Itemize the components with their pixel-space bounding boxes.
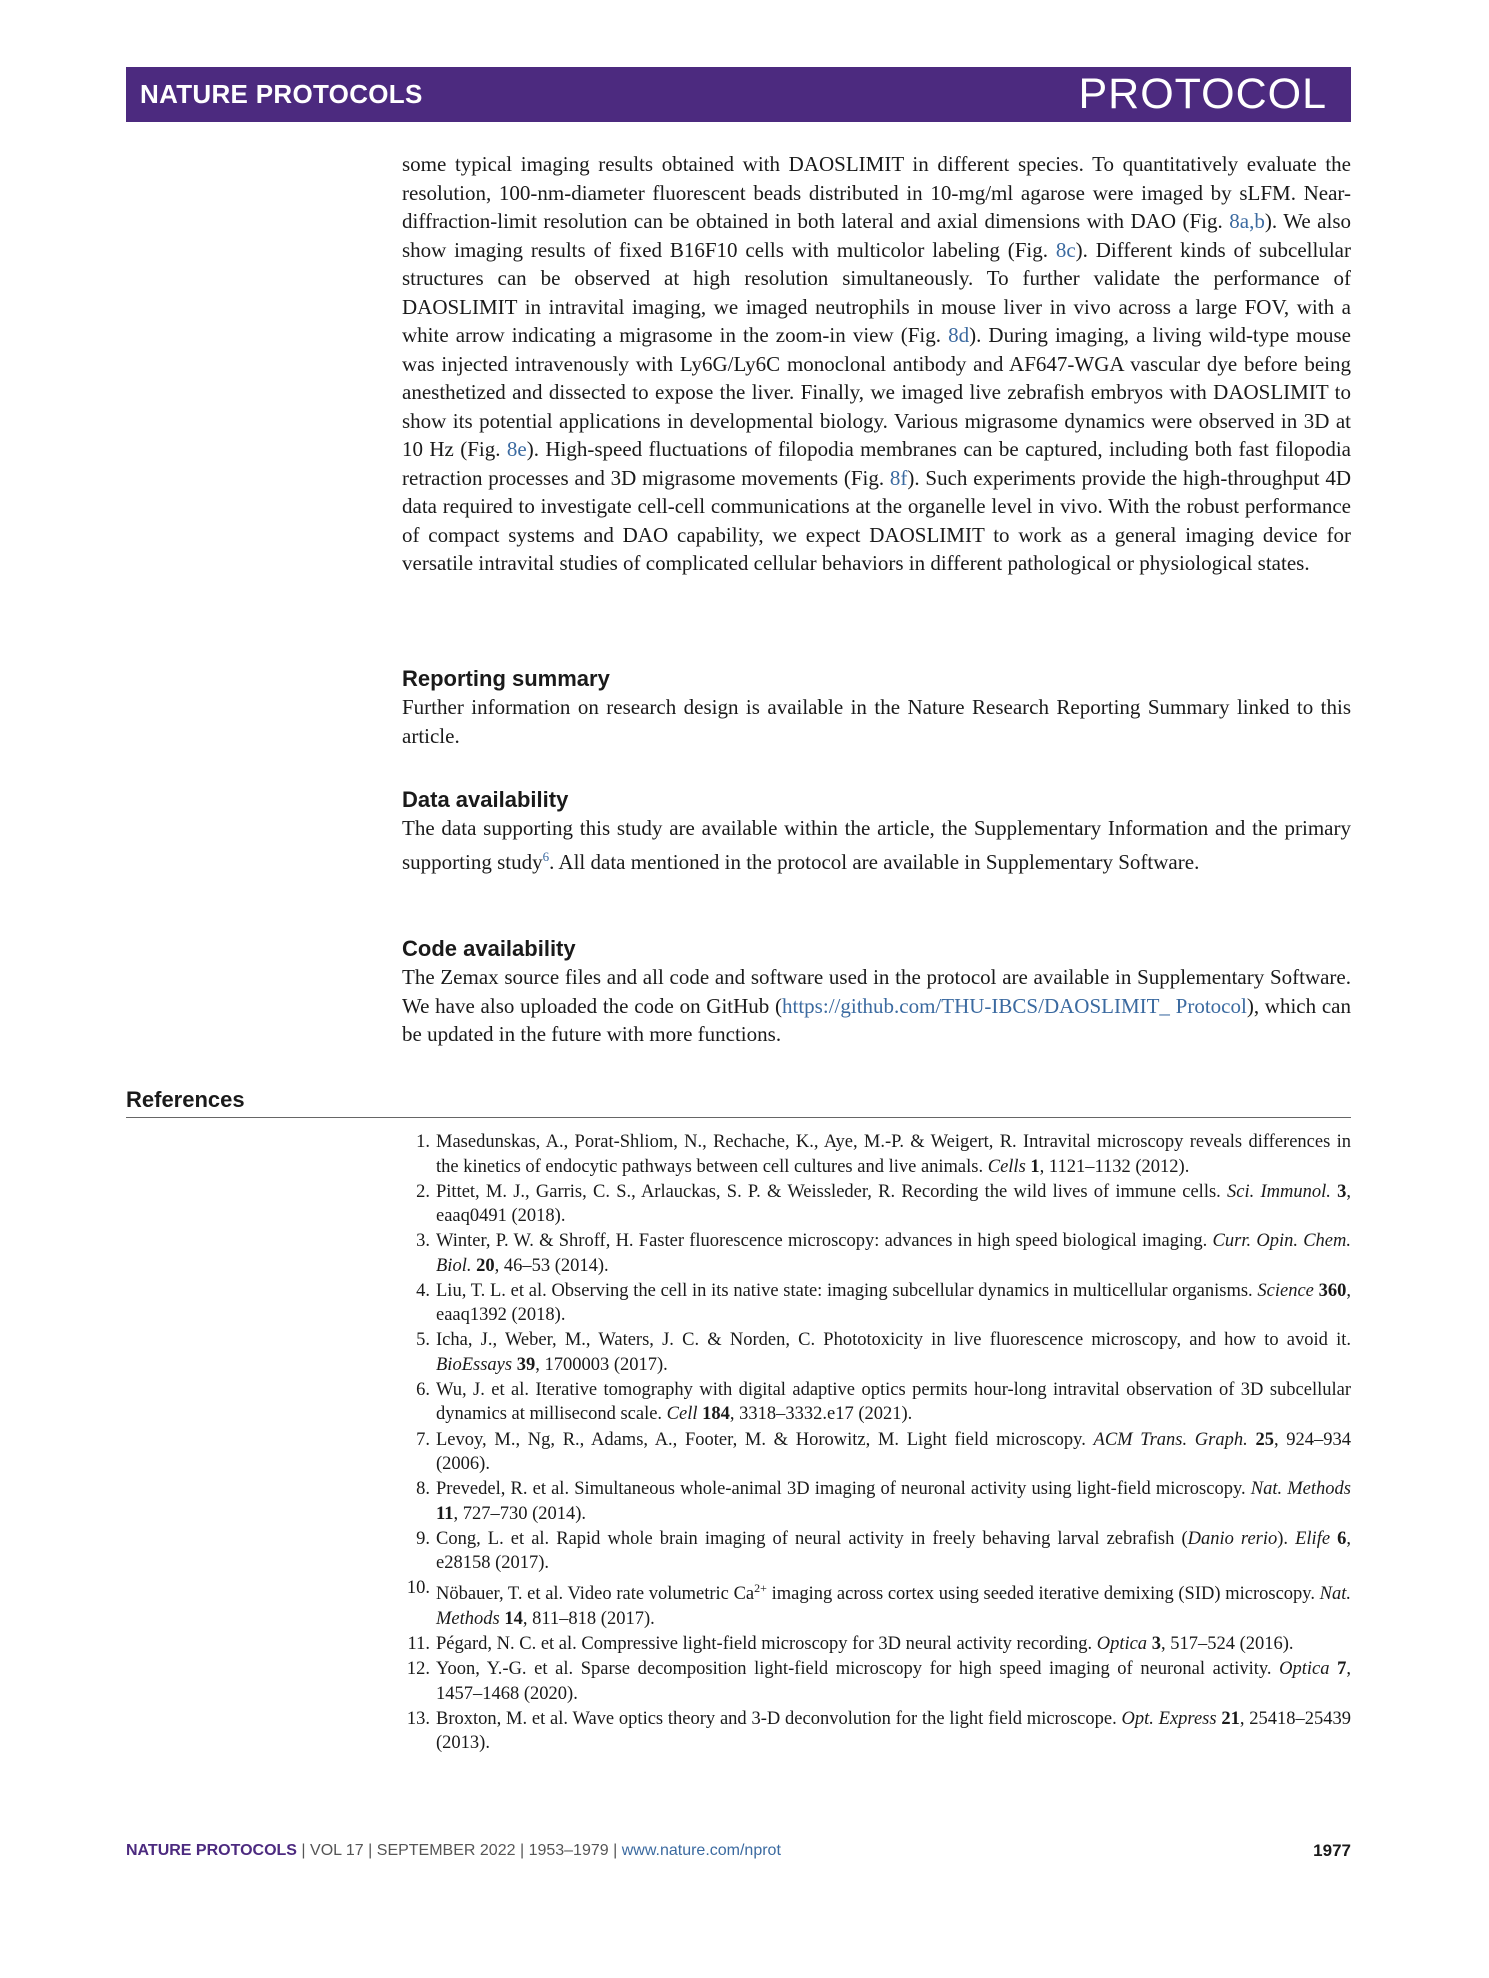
reference-volume: 360	[1318, 1280, 1347, 1301]
reference-pages-year: , 3318–3332.e17 (2021).	[729, 1404, 913, 1425]
reference-text: Prevedel, R. et al. Simultaneous whole-animal 3D imaging of neuronal activity using light-field microscopy.	[436, 1479, 1251, 1500]
paragraph-text: ). High-speed fluctuations of filopodia membranes can be captured, including both fast filopodia retraction processes and 3D migrasome movements (Fig.	[402, 437, 1351, 490]
reference-item	[402, 1657, 1351, 1706]
reference-journal: Opt. Express	[1121, 1708, 1217, 1729]
references-heading: References	[126, 1087, 245, 1112]
reference-journal: Nat. Methods	[1250, 1479, 1351, 1500]
reference-number: 12.	[406, 1659, 430, 1680]
reference-volume: 184	[702, 1404, 730, 1425]
reference-pages-year: , 517–524 (2016).	[1160, 1634, 1294, 1655]
reference-text: Pittet, M. J., Garris, C. S., Arlauckas, S. P. & Weissleder, R. Recording the wild lives of immune cells.	[436, 1181, 1228, 1202]
figure-link-8e[interactable]: 8e	[506, 437, 527, 461]
reference-journal: Cell	[666, 1404, 698, 1425]
reference-number: 8.	[416, 1479, 430, 1500]
reference-number: 5.	[416, 1330, 430, 1351]
reference-item	[402, 1279, 1351, 1328]
reference-volume: 20	[476, 1255, 495, 1276]
reference-item	[402, 1428, 1351, 1477]
reference-text: Broxton, M. et al. Wave optics theory and 3-D deconvolution for the light field microscope.	[436, 1708, 1122, 1729]
reference-pages-year: , 1121–1132 (2012).	[1039, 1156, 1190, 1177]
reference-volume: 3	[1337, 1181, 1347, 1202]
reference-list	[402, 1130, 1351, 1756]
footer-separator: |	[613, 1842, 618, 1859]
data-availability-text-b: . All data mentioned in the protocol are available in Supplementary Software.	[549, 849, 1200, 874]
reference-text: Levoy, M., Ng, R., Adams, A., Footer, M. & Horowitz, M. Light field microscopy.	[436, 1429, 1094, 1450]
reference-journal: BioEssays	[436, 1354, 513, 1375]
reference-number: 2.	[416, 1181, 430, 1202]
reference-pages-year: , 46–53 (2014).	[494, 1255, 609, 1276]
code-availability-text-a: The Zemax source files and all code and software used in the protocol are available in Supplementary Software. We have also uploaded the code on GitHub (	[402, 965, 1351, 1018]
reference-journal: Optica	[1096, 1634, 1148, 1655]
reference-pages-year: , 727–730 (2014).	[453, 1503, 587, 1524]
reference-pages-year: , eaaq1392 (2018).	[436, 1280, 1351, 1326]
data-availability-text-a: The data supporting this study are available within the article, the Supplementary Information and the primary supporting study	[402, 816, 1351, 874]
reference-journal: Optica	[1279, 1659, 1330, 1680]
figure-link-8ab[interactable]: 8a,b	[1229, 209, 1265, 233]
paragraph-text: ). Such experiments provide the high-throughput 4D data required to investigate cell-cell communications at the organelle level in vivo. With the robust performance of compact systems and DAO capability, we expect DAOSLIMIT to work as a general imaging device for versatile intravital studies of complicated cellular behaviors in different pathological or physiological states.	[402, 465, 1351, 575]
footer-separator: |	[301, 1842, 306, 1859]
data-availability-section	[402, 786, 1351, 876]
reference-pages-year: , 924–934 (2006).	[436, 1429, 1352, 1475]
reference-number: 3.	[416, 1231, 430, 1252]
reference-item	[402, 1229, 1351, 1278]
reference-text: Liu, T. L. et al. Observing the cell in its native state: imaging subcellular dynamics in multicellular organisms.	[436, 1280, 1258, 1301]
reference-item	[402, 1180, 1351, 1229]
paragraph-text: ). During imaging, a living wild-type mouse was injected intravenously with Ly6G/Ly6C monoclonal antibody and AF647-WGA vascular dye before being anesthetized and dissected to expose the liver. Finally, we imaged live zebrafish embryos with DAOSLIMIT to show its potential applications in developmental biology. Various migrasome dynamics were observed in 3D at 10 Hz (Fig.	[402, 323, 1351, 461]
reference-text: imaging across cortex using seeded iterative demixing (SID) microscopy.	[766, 1584, 1320, 1605]
reference-journal: Science	[1257, 1280, 1314, 1301]
figure-link-8f[interactable]: 8f	[889, 465, 908, 490]
reference-text: Nöbauer, T. et al. Video rate volumetric Ca	[436, 1584, 755, 1605]
reference-item	[402, 1707, 1351, 1756]
data-availability-heading: Data availability	[402, 787, 569, 812]
code-availability-heading: Code availability	[402, 936, 576, 961]
footer-pages: 1953–1979	[528, 1842, 609, 1859]
paragraph-text: ). Different kinds of subcellular structures can be observed at high resolution simultaneously. To further validate the performance of DAOSLIMIT in intravital imaging, we imaged neutrophils in mouse liver in vivo across a large FOV, with a white arrow indicating a migrasome in the zoom-in view (Fig.	[402, 237, 1351, 347]
reference-text: Yoon, Y.-G. et al. Sparse decomposition light-field microscopy for high speed imaging of neuronal activity.	[436, 1659, 1280, 1680]
code-availability-text-b: ), which can be updated in the future with more functions.	[402, 993, 1351, 1046]
footer-citation	[126, 1842, 781, 1860]
reference-number: 13.	[406, 1708, 430, 1729]
reference-volume: 11	[436, 1503, 454, 1524]
reference-journal: Cells	[987, 1156, 1026, 1177]
footer-separator: |	[519, 1842, 525, 1859]
reference-text: Icha, J., Weber, M., Waters, J. C. & Norden, C. Phototoxicity in live fluorescence microscopy, and how to avoid it.	[436, 1330, 1351, 1351]
reference-item	[402, 1130, 1351, 1179]
footer-date: SEPTEMBER 2022	[376, 1842, 516, 1859]
reference-number: 1.	[416, 1132, 430, 1152]
reference-volume: 3	[1151, 1634, 1161, 1655]
reference-number: 10.	[406, 1578, 430, 1599]
reference-text: Wu, J. et al. Iterative tomography with digital adaptive optics permits hour-long intravital observation of 3D subcellular dynamics at millisecond scale.	[436, 1379, 1351, 1425]
reference-journal: Elife	[1295, 1528, 1331, 1549]
reference-volume: 1	[1030, 1156, 1040, 1177]
reference-species: Danio rerio	[1187, 1528, 1278, 1549]
journal-name: NATURE PROTOCOLS	[140, 79, 423, 109]
reference-text: ).	[1277, 1528, 1296, 1549]
reporting-summary-heading: Reporting summary	[402, 666, 610, 691]
reference-superscript: 2+	[754, 1581, 767, 1596]
reference-text: Winter, P. W. & Shroff, H. Faster fluorescence microscopy: advances in high speed biological imaging.	[436, 1231, 1213, 1252]
reference-number: 11.	[407, 1634, 430, 1655]
reference-item	[402, 1328, 1351, 1377]
github-link[interactable]: https://github.com/THU-IBCS/DAOSLIMIT_ Protocol	[782, 993, 1247, 1018]
reference-volume: 21	[1221, 1708, 1240, 1729]
reference-volume: 39	[516, 1354, 536, 1375]
paragraph-text: some typical imaging results obtained with DAOSLIMIT in different species. To quantitatively evaluate the resolution, 100-nm-diameter fluorescent beads distributed in 10-mg/ml agarose were imaged by sLFM. Near-diffraction-limit resolution can be obtained in both lateral and axial dimensions with DAO (Fig.	[402, 152, 1351, 233]
reference-text: Cong, L. et al. Rapid whole brain imaging of neural activity in freely behaving larval zebrafish (	[436, 1528, 1188, 1549]
reference-pages-year: , e28158 (2017).	[436, 1528, 1351, 1574]
reference-pages-year: , eaaq0491 (2018).	[436, 1181, 1351, 1227]
reference-journal: Curr. Opin. Chem. Biol.	[436, 1231, 1351, 1276]
reference-pages-year: , 25418–25439 (2013).	[436, 1708, 1352, 1754]
body-paragraph	[402, 150, 1351, 578]
figure-link-8c[interactable]: 8c	[1055, 237, 1076, 262]
reference-volume: 14	[504, 1609, 523, 1629]
reference-pages-year: , 1457–1468 (2020).	[436, 1659, 1351, 1704]
article-type: PROTOCOL	[1078, 70, 1327, 118]
footer-url-link[interactable]: www.nature.com/nprot	[621, 1842, 781, 1859]
reference-item	[402, 1527, 1351, 1576]
page-number: 1977	[1313, 1841, 1351, 1860]
reference-pages-year: , 811–818 (2017).	[522, 1609, 655, 1629]
figure-link-8d[interactable]: 8d	[948, 323, 970, 347]
reference-item	[402, 1632, 1351, 1657]
reference-journal: Nat. Methods	[436, 1584, 1351, 1629]
reference-text: Pégard, N. C. et al. Compressive light-field microscopy for 3D neural activity recording.	[436, 1634, 1097, 1655]
citation-link-6[interactable]: 6	[542, 848, 550, 864]
reference-number: 7.	[416, 1429, 430, 1450]
data-availability-text	[402, 814, 1351, 876]
reporting-summary-section	[402, 665, 1351, 750]
reference-volume: 7	[1337, 1659, 1347, 1680]
reference-volume: 6	[1337, 1528, 1347, 1549]
code-availability-section	[402, 935, 1351, 1049]
reference-item	[402, 1477, 1351, 1526]
reference-journal: Sci. Immunol.	[1227, 1181, 1331, 1202]
body-paragraph-block	[402, 150, 1351, 578]
code-availability-text	[402, 963, 1351, 1049]
reference-pages-year: , 1700003 (2017).	[535, 1354, 668, 1375]
reference-volume: 25	[1255, 1429, 1274, 1450]
reference-item	[402, 1576, 1351, 1631]
reporting-summary-text: Further information on research design is available in the Nature Research Reporting Summary linked to this article.	[402, 695, 1351, 748]
reference-number: 4.	[416, 1280, 430, 1301]
reference-item	[402, 1378, 1351, 1427]
references-divider	[126, 1117, 1351, 1118]
paragraph-text: ). We also show imaging results of fixed B16F10 cells with multicolor labeling (Fig.	[402, 209, 1351, 262]
reference-number: 6.	[416, 1379, 430, 1400]
journal-header-bar	[126, 67, 1351, 122]
footer-volume: VOL 17	[310, 1842, 364, 1859]
footer-separator: |	[368, 1842, 373, 1859]
reference-journal: ACM Trans. Graph.	[1093, 1429, 1248, 1450]
footer-journal: NATURE PROTOCOLS	[126, 1842, 297, 1859]
reference-text: Masedunskas, A., Porat-Shliom, N., Rechache, K., Aye, M.-P. & Weigert, R. Intravital microscopy reveals differences in the kinetics of endocytic pathways between cell cultures and live animals.	[436, 1132, 1351, 1177]
reference-number: 9.	[416, 1528, 430, 1549]
